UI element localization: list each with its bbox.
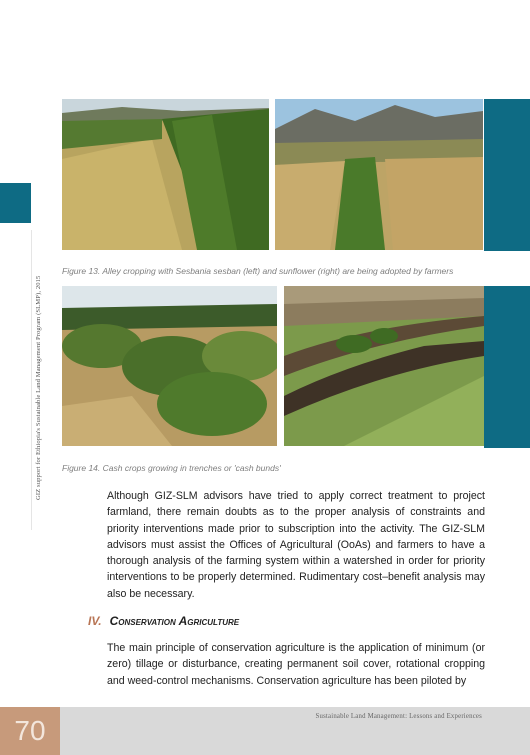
teal-accent-right-bottom <box>484 286 530 448</box>
photo-cash-crops-trenches-right <box>284 286 484 446</box>
footer-publication-title: Sustainable Land Management: Lessons and Experiences <box>315 713 482 720</box>
photo-alley-cropping-sesbania <box>62 99 269 250</box>
teal-accent-right-top <box>484 99 530 251</box>
side-series-label: GIZ support for Ethiopia's Sustainable Land Management Program (SLMP), 2015 <box>35 275 42 500</box>
photo-cash-crops-trenches-left <box>62 286 277 446</box>
photo-sunflower-alley-cropping <box>275 99 483 250</box>
page-number: 70 <box>14 715 46 746</box>
body-paragraph-2: The main principle of conservation agriculture is the application of minimum (or zero) tillage or disturbance, creating permanent soil cover, rotational cropping and weed-control mechanisms. Conservation agriculture has been piloted by <box>107 642 485 687</box>
body-paragraph-1: Although GIZ-SLM advisors have tried to apply correct treatment to project farmland, there remain doubts as to the proper analysis of constraints and priority interventions made prior to subscription into the activity. The GIZ-SLM advisors must assist the Offices of Agricultural (OoAs) and farmers to have a thorough analysis of the farming system within a watershed in order for priority interventions to be properly determined. Rudimentary cost–benefit analysis may also be necessary. <box>107 490 485 600</box>
side-divider <box>31 230 32 530</box>
teal-accent-left <box>0 183 31 223</box>
figure-13-caption: Figure 13. Alley cropping with Sesbania sesban (left) and sunflower (right) are being adopted by farmers <box>62 266 454 276</box>
figure-14-caption: Figure 14. Cash crops growing in trenches or 'cash bunds' <box>62 463 281 473</box>
section-heading <box>88 614 239 628</box>
section-title: Conservation Agriculture <box>109 614 240 628</box>
section-number: IV. <box>88 614 102 628</box>
